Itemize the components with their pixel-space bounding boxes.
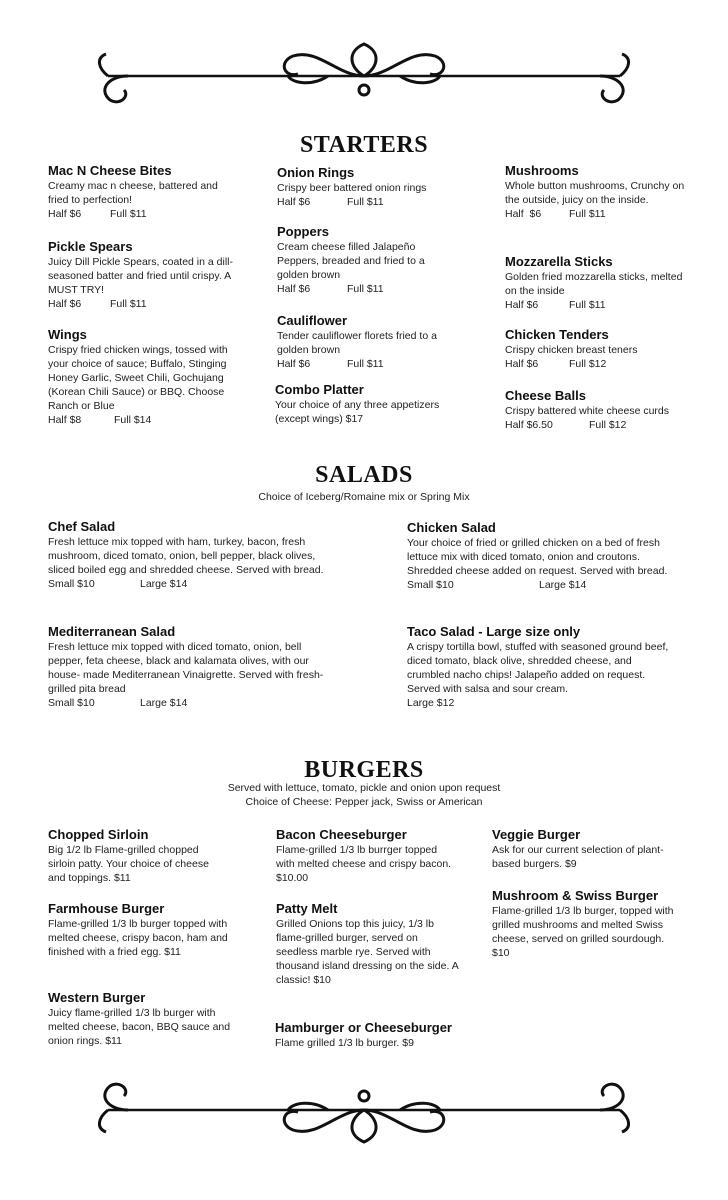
item-price-full: Full $11 xyxy=(569,299,606,311)
item-description: Fresh lettuce mix topped with diced tomato, onion, bell pepper, feta cheese, black and kalamata olives, with our house- made Mediterranean Vinaigrette. Served with fresh-grilled pita bread xyxy=(48,641,324,695)
burgers-subtitle-cheese: Choice of Cheese: Pepper jack, Swiss or American xyxy=(245,796,483,808)
item-price-small: Small $10 xyxy=(48,578,95,590)
menu-item xyxy=(275,382,475,426)
item-price-full: Full $12 xyxy=(569,358,607,370)
bottom-ornament-icon xyxy=(88,1078,640,1148)
salads-subtitle: Choice of Iceberg/Romaine mix or Spring Mix xyxy=(258,491,470,503)
item-description: Grilled Onions top this juicy, 1/3 lb flame-grilled burger, served on seedless marble rye. Served with thousand island dressing on the side. A classic! $10 xyxy=(276,918,459,986)
starters-heading: STARTERS xyxy=(299,132,429,158)
item-price-full: Full $14 xyxy=(114,414,152,426)
burgers-subtitle-toppings: Served with lettuce, tomato, pickle and onion upon request xyxy=(227,782,501,794)
item-name: Mozzarella Sticks xyxy=(505,254,613,269)
item-price-large: Large $14 xyxy=(140,697,188,709)
item-description: Crispy chicken breast teners xyxy=(505,344,638,356)
menu-item xyxy=(48,519,338,591)
item-price-full: Full $11 xyxy=(569,208,606,220)
item-description: Your choice of fried or grilled chicken on a bed of fresh lettuce mix with diced tomato, onion and croutons. Shredded cheese added on request. Served with bread. xyxy=(407,537,668,577)
item-name: Chicken Tenders xyxy=(505,327,609,342)
item-description: Cream cheese filled Jalapeño Peppers, breaded and fried to a golden brown xyxy=(277,241,425,281)
item-price-small: Small $10 xyxy=(407,579,454,591)
menu-item xyxy=(48,327,240,427)
item-price-full: Full $11 xyxy=(347,283,384,295)
item-price-full: Full $11 xyxy=(110,298,147,310)
menu-item xyxy=(277,313,457,371)
item-name: Onion Rings xyxy=(277,165,355,180)
item-name: Farmhouse Burger xyxy=(48,901,165,916)
item-price-full: Full $11 xyxy=(110,208,147,220)
menu-item xyxy=(505,327,685,371)
item-price-large: Large $14 xyxy=(140,578,188,590)
item-name: Combo Platter xyxy=(275,382,364,397)
item-description: Crispy battered white cheese curds xyxy=(505,405,669,417)
item-description: A crispy tortilla bowl, stuffed with seasoned ground beef, diced tomato, black olive, shredded cheese, and crumbled nacho chips! Jalapeño added on request. Served with salsa and sour cream. xyxy=(407,641,669,695)
menu-item xyxy=(492,888,682,960)
menu-item xyxy=(492,827,672,871)
menu-item xyxy=(48,901,228,959)
item-description: Whole button mushrooms, Crunchy on the outside, juicy on the inside. xyxy=(505,180,685,206)
item-name: Hamburger or Cheeseburger xyxy=(275,1020,452,1035)
item-price-small: Small $10 xyxy=(48,697,95,709)
menu-item xyxy=(48,163,238,221)
item-price-half: Half $6 xyxy=(48,298,82,310)
menu-item xyxy=(407,624,677,710)
item-price-full: Full $11 xyxy=(347,358,384,370)
item-name: Chef Salad xyxy=(48,519,116,534)
item-price-large: Large $12 xyxy=(407,697,455,709)
item-name: Mediterranean Salad xyxy=(48,624,176,639)
item-description: Juicy Dill Pickle Spears, coated in a dill-seasoned batter and fried until crispy. A MUST TRY! xyxy=(48,256,233,296)
menu-item xyxy=(407,520,677,592)
item-name: Cauliflower xyxy=(277,313,348,328)
item-name: Pickle Spears xyxy=(48,239,133,254)
menu-item xyxy=(276,901,460,987)
item-description: Ask for our current selection of plant-based burgers. $9 xyxy=(492,844,664,870)
item-description: Tender cauliflower florets fried to a golden brown xyxy=(277,330,437,356)
item-name: Poppers xyxy=(277,224,330,239)
salads-heading: SALADS xyxy=(315,462,413,488)
item-description: Flame grilled 1/3 lb burger. $9 xyxy=(275,1037,414,1049)
item-name: Mushrooms xyxy=(505,163,579,178)
menu-item xyxy=(48,827,228,885)
item-name: Taco Salad - Large size only xyxy=(407,624,581,639)
item-price-half: Half $6 xyxy=(277,358,311,370)
item-price-full: Full $11 xyxy=(347,196,384,208)
item-description: Big 1/2 lb Flame-grilled chopped sirloin patty. Your choice of cheese and toppings. $11 xyxy=(48,844,209,884)
item-description: Flame-grilled 1/3 lb burger, topped with grilled mushrooms and melted Swiss cheese, served on grilled sourdough. $10 xyxy=(492,905,674,959)
item-name: Cheese Balls xyxy=(505,388,586,403)
item-price-half: Half $6.50 xyxy=(505,419,553,431)
item-name: Patty Melt xyxy=(276,901,338,916)
item-description: Flame-grilled 1/3 lb burrger topped with melted cheese and crispy bacon. $10.00 xyxy=(276,844,452,884)
item-price-half: Half $6 xyxy=(505,299,539,311)
item-price-half: Half $6 xyxy=(277,196,311,208)
item-price-half: Half $6 xyxy=(48,208,82,220)
item-description: Golden fried mozzarella sticks, melted on the inside xyxy=(505,271,683,297)
item-name: Veggie Burger xyxy=(492,827,581,842)
item-description: Creamy mac n cheese, battered and fried to perfection! xyxy=(48,180,218,206)
item-description: Juicy flame-grilled 1/3 lb burger with melted cheese, bacon, BBQ sauce and onion rings. $11 xyxy=(48,1007,231,1047)
item-name: Chicken Salad xyxy=(407,520,496,535)
menu-item xyxy=(505,163,685,221)
item-description: Crispy fried chicken wings, tossed with your choice of sauce; Buffalo, Stinging Honey Garlic, Sweet Chili, Gochujang (Korean Chili Sauce) or BBQ. Choose Ranch or Blue xyxy=(48,344,228,412)
burgers-heading: BURGERS xyxy=(304,757,424,783)
menu-item xyxy=(277,224,455,296)
item-description: Crispy beer battered onion rings xyxy=(277,182,427,194)
item-name: Western Burger xyxy=(48,990,146,1005)
item-name: Mushroom & Swiss Burger xyxy=(492,888,659,903)
item-description: Flame-grilled 1/3 lb burger topped with melted cheese, crispy bacon, ham and finished with a fried egg. $11 xyxy=(48,918,228,958)
item-price-half: Half $8 xyxy=(48,414,82,426)
menu-item xyxy=(276,827,456,885)
item-description: Fresh lettuce mix topped with ham, turkey, bacon, fresh mushroom, diced tomato, onion, bell pepper, black olives, sliced boiled egg and shredded cheese. Served with bread. xyxy=(48,536,324,576)
menu-item xyxy=(48,990,234,1048)
menu-item xyxy=(277,165,467,209)
item-name: Bacon Cheeseburger xyxy=(276,827,407,842)
item-price-large: Large $14 xyxy=(539,579,587,591)
menu-item xyxy=(505,388,675,432)
item-name: Wings xyxy=(48,327,87,342)
item-price-full: Full $12 xyxy=(589,419,627,431)
item-price-half: Half $6 xyxy=(277,283,311,295)
item-description: Your choice of any three appetizers (except wings) $17 xyxy=(275,399,440,425)
menu-item xyxy=(275,1020,475,1050)
top-ornament-icon xyxy=(88,38,640,108)
menu-item xyxy=(505,254,685,312)
menu-item xyxy=(48,239,240,311)
item-name: Chopped Sirloin xyxy=(48,827,149,842)
item-price-half: Half $6 xyxy=(505,208,542,220)
item-name: Mac N Cheese Bites xyxy=(48,163,172,178)
item-price-half: Half $6 xyxy=(505,358,539,370)
menu-item xyxy=(48,624,338,710)
